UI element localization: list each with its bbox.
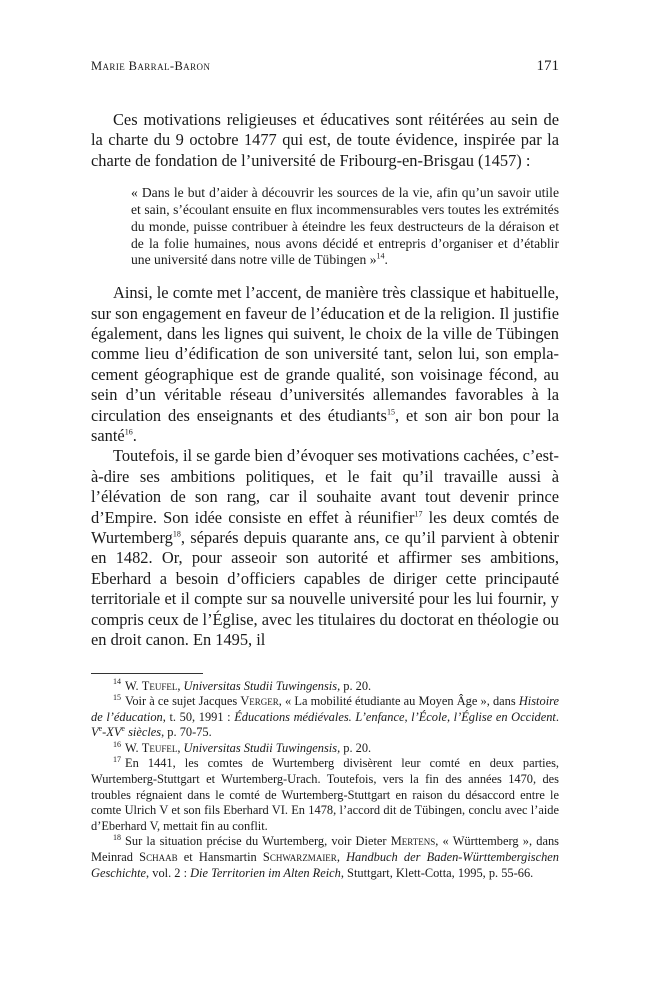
footnote-number: 15 — [113, 692, 121, 702]
footnote-18: $^{18}$ Sur la situation précise du Wurtemberg, voir Dieter Mertens, « Württemberg », dans Meinrad Schaab et Hansmartin Schwarzmaier, Handbuch der Baden-Württembergischen Geschichte, vol. 2 : Die Territorien im Alten Reich, Stuttgart, Klett-Cotta, 1995, p. 55-66. — [91, 833, 559, 880]
footnote-17: $^{17}$ En 1441, les comtes de Wurtemberg divisèrent leur comté en deux parties, Wurtemberg-Stuttgart et Wurtemberg-Urach. Toutefois, vers la fin des années 1470, des troubles régnaient dans le comté de Wurtemberg-Stuttgart en raison du désaccord entre le comte Ulrich V et son fils Eberhard VI. En 1478, l’accord dit de Tübingen, conclu avec l’aide d’Eberhard V, mettait fin au conflit. — [91, 755, 559, 833]
page-number: 171 — [536, 58, 559, 74]
footnote-15: $^{15}$ Voir à ce sujet Jacques Verger, « La mobilité étudiante au Moyen Âge », dans Histoire de l’éducation, t. 50, 1991 : Éducations médiévales. L’enfance, l’École, l’Église en Occident. Ve-XVe siècles, p. 70-75. — [91, 692, 559, 740]
footnote-number: 18 — [113, 833, 121, 843]
footnote-ref-15[interactable]: 15 — [386, 407, 395, 417]
paragraph-2 — [91, 283, 559, 446]
footnote-number: 14 — [113, 677, 121, 687]
footnote-number: 17 — [113, 755, 121, 765]
footnotes — [91, 679, 559, 882]
footnote-ref-14[interactable]: 14 — [376, 251, 385, 261]
block-quote: « Dans le but d’aider à découvrir les sources de la vie, afin qu’un savoir utile et sain, s’écoulant ensuite en flux incommensurables vers toutes les extrémités du monde, puisse contribuer à éteindre les feux destructeurs de la déraison et de la folie humaines, nous avons décidé et entrepris d’organiser et d’établir une université dans notre ville de Tübingen »$^{14}$. — [131, 185, 559, 268]
main-text — [91, 110, 559, 651]
footnote-ref-16[interactable]: 16 — [124, 427, 133, 437]
paragraph-3-text-c: , séparés depuis quarante ans, ce qu’il parvient à obtenir en 1482. Or, pour asseoir son autorité et affirmer ses ambitions, Eberhard a besoin d’officiers capables de diriger cette principauté territoriale et il compte sur sa nouvelle université pour les lui fournir, y compris ceux de l’Église, avec les titulaires du doctorat en théologie ou en droit canon. En 1495, il — [91, 528, 559, 650]
paragraph-1: Ces motivations religieuses et éducatives sont réitérées au sein de la charte du 9 octobre 1477 qui est, de toute évidence, inspirée par la charte de fondation de l’université de Fribourg-en-Brisgau (1457) : — [91, 110, 559, 170]
paragraph-2-text-b: , et son air bon pour la santé — [91, 405, 559, 446]
running-head-author: Marie Barral-Baron — [91, 59, 211, 73]
quote-text: « Dans le but d’aider à découvrir les sources de la vie, afin qu’un savoir utile et sain, s’écoulant ensuite en flux incommensurables vers toutes les extrémités du monde, puisse contribuer à éteindre les feux destructeurs de la déraison et de la folie humaines, nous avons décidé et entrepris d’organiser et d’établir une université dans notre ville de Tübingen » — [131, 185, 559, 268]
paragraph-3-text: Toutefois, il se garde bien d’évoquer ses motivations cachées, c’est-à-dire ses ambitions politiques, et le fait qu’il travaille aussi à l’élévation de son rang, car il souhaite avant tout devenir prince d’Empire. Son idée consiste en effet à réunifier — [91, 446, 559, 527]
paragraph-2-text: Ainsi, le comte met l’accent, de manière très classique et habituelle, sur son engagement en faveur de l’éducation et de la religion. Il justifie également, dans les lignes qui suivent, le choix de la ville de Tübingen comme lieu d’édification de son université tant, selon lui, son emplacement géographique est de grande qualité, son voisinage fécond, au sein d’un véritable réseau d’universités allemandes favorables à la circulation des enseignants et des étudiants — [91, 283, 559, 425]
paragraph-2-text-c: . — [132, 426, 137, 446]
footnote-ref-17[interactable]: 17 — [414, 509, 423, 519]
paragraph-3 — [91, 446, 559, 650]
footnote-14: $^{14}$ W. Teufel, Universitas Studii Tuwingensis, p. 20. — [113, 677, 372, 693]
footnote-number: 16 — [113, 739, 121, 749]
page — [91, 58, 559, 881]
paragraph-3-text-b: les deux comtés de Wurtemberg — [91, 507, 560, 548]
footnote-16: $^{16}$ W. Teufel, Universitas Studii Tuwingensis, p. 20. — [113, 739, 372, 755]
running-header — [91, 58, 559, 84]
footnote-ref-18[interactable]: 18 — [172, 529, 181, 539]
footnote-rule — [91, 673, 203, 674]
